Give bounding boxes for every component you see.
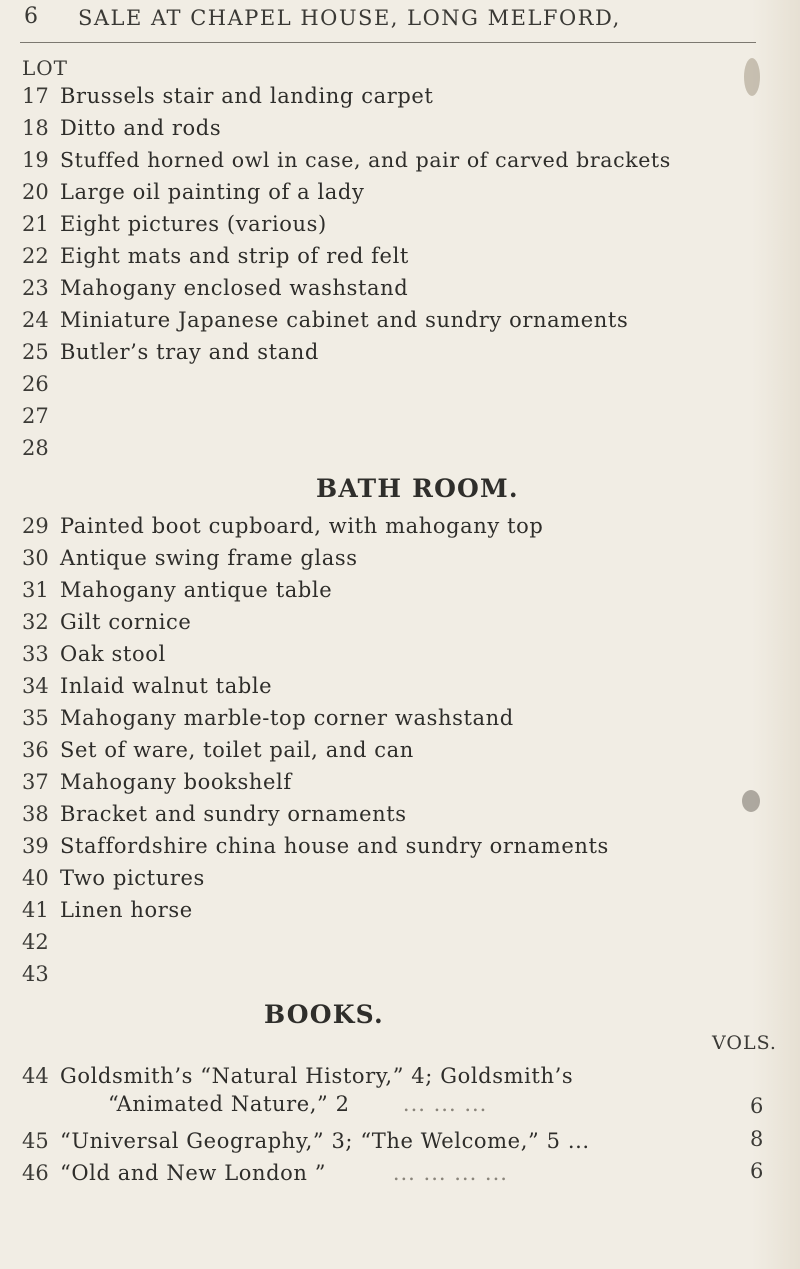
lot-number: 34	[22, 674, 49, 698]
lot-description: Mahogany enclosed washstand	[60, 276, 409, 300]
lot-number: 40	[22, 866, 49, 890]
lot-description: Gilt cornice	[60, 610, 192, 634]
lot-row	[22, 176, 364, 208]
lot-number: 20	[22, 180, 49, 204]
paper-stain	[742, 790, 760, 812]
lot-description: Two pictures	[60, 866, 205, 890]
lot-row	[22, 638, 166, 670]
lot-row	[22, 1060, 573, 1092]
section-heading-books: BOOKS.	[264, 1000, 384, 1029]
lot-description: Miniature Japanese cabinet and sundry ornaments	[60, 308, 629, 332]
lot-number: 32	[22, 610, 49, 634]
leader-dots: ... ... ...	[402, 1092, 488, 1116]
vols-column-label: VOLS.	[712, 1032, 777, 1054]
lot-number: 45	[22, 1129, 49, 1153]
lot-number: 17	[22, 84, 49, 108]
lot-row	[22, 1157, 508, 1189]
lot-description: Antique swing frame glass	[60, 546, 358, 570]
lot-description: Oak stool	[60, 642, 166, 666]
page-number: 6	[24, 4, 38, 29]
lot-number: 39	[22, 834, 49, 858]
header-rule	[20, 42, 756, 43]
lot-number: 19	[22, 148, 49, 172]
lot-row	[22, 144, 671, 176]
lot-description: Goldsmith’s “Natural History,” 4; Goldsmith’s	[60, 1064, 574, 1088]
lot-number: 46	[22, 1161, 49, 1185]
lot-description-continued	[108, 1092, 487, 1116]
lot-description: Brussels stair and landing carpet	[60, 84, 434, 108]
lot-row	[22, 958, 60, 990]
section-heading-bath-room: BATH ROOM.	[316, 474, 519, 503]
lot-number: 21	[22, 212, 49, 236]
lot-row	[22, 830, 609, 862]
lot-number: 24	[22, 308, 49, 332]
lot-row	[22, 926, 60, 958]
lot-row	[22, 336, 319, 368]
lot-row	[22, 670, 272, 702]
lot-description: “Universal Geography,” 3; “The Welcome,” 5 ...	[60, 1129, 590, 1153]
lot-row	[22, 702, 514, 734]
vols-count: 6	[750, 1159, 764, 1183]
lot-row	[22, 240, 409, 272]
vols-count: 8	[750, 1127, 764, 1151]
lot-row	[22, 894, 193, 926]
lot-row	[22, 734, 414, 766]
lot-row	[22, 1125, 590, 1157]
lot-description: Inlaid walnut table	[60, 674, 273, 698]
lot-row	[22, 432, 60, 464]
lot-row	[22, 304, 628, 336]
lot-description: Stuffed horned owl in case, and pair of carved brackets	[60, 148, 671, 172]
lot-number: 28	[22, 436, 49, 460]
lot-number: 42	[22, 930, 49, 954]
lot-description: Mahogany bookshelf	[60, 770, 292, 794]
lot-description: Ditto and rods	[60, 116, 222, 140]
lot-number: 22	[22, 244, 49, 268]
lot-row	[22, 272, 408, 304]
lot-description: Mahogany marble-top corner washstand	[60, 706, 514, 730]
paper-stain	[744, 58, 760, 96]
lot-number: 37	[22, 770, 49, 794]
lot-description: “Old and New London ”	[60, 1161, 327, 1185]
lot-number: 30	[22, 546, 49, 570]
lot-row	[22, 606, 191, 638]
lot-number: 43	[22, 962, 49, 986]
lot-description-line2: “Animated Nature,” 2	[108, 1092, 350, 1116]
lot-row	[22, 862, 205, 894]
lot-row	[22, 400, 60, 432]
lot-number: 29	[22, 514, 49, 538]
lot-number: 33	[22, 642, 49, 666]
leader-dots: ... ... ... ...	[392, 1161, 508, 1185]
vols-count: 6	[750, 1094, 764, 1118]
lot-description: Linen horse	[60, 898, 193, 922]
lot-description: Mahogany antique table	[60, 578, 333, 602]
lot-description: Butler’s tray and stand	[60, 340, 319, 364]
lot-description: Eight pictures (various)	[60, 212, 327, 236]
lot-number: 38	[22, 802, 49, 826]
lot-number: 41	[22, 898, 49, 922]
lot-description: Bracket and sundry ornaments	[60, 802, 407, 826]
lot-row	[22, 542, 358, 574]
lot-row	[22, 574, 332, 606]
lot-row	[22, 368, 60, 400]
lot-description: Eight mats and strip of red felt	[60, 244, 409, 268]
lot-description: Staffordshire china house and sundry ornaments	[60, 834, 609, 858]
lot-column-label: LOT	[22, 56, 69, 80]
lot-row	[22, 80, 433, 112]
page-header: SALE AT CHAPEL HOUSE, LONG MELFORD,	[78, 6, 621, 30]
lot-description: Large oil painting of a lady	[60, 180, 365, 204]
lot-number: 31	[22, 578, 49, 602]
lot-number: 26	[22, 372, 49, 396]
lot-description: Set of ware, toilet pail, and can	[60, 738, 414, 762]
lot-number: 35	[22, 706, 49, 730]
lot-number: 25	[22, 340, 49, 364]
lot-number: 36	[22, 738, 49, 762]
lot-number: 27	[22, 404, 49, 428]
lot-number: 18	[22, 116, 49, 140]
lot-row	[22, 510, 543, 542]
lot-number: 23	[22, 276, 49, 300]
lot-row	[22, 208, 327, 240]
lot-row	[22, 766, 292, 798]
lot-row	[22, 798, 407, 830]
lot-number: 44	[22, 1064, 49, 1088]
lot-description: Painted boot cupboard, with mahogany top	[60, 514, 544, 538]
lot-row	[22, 112, 221, 144]
